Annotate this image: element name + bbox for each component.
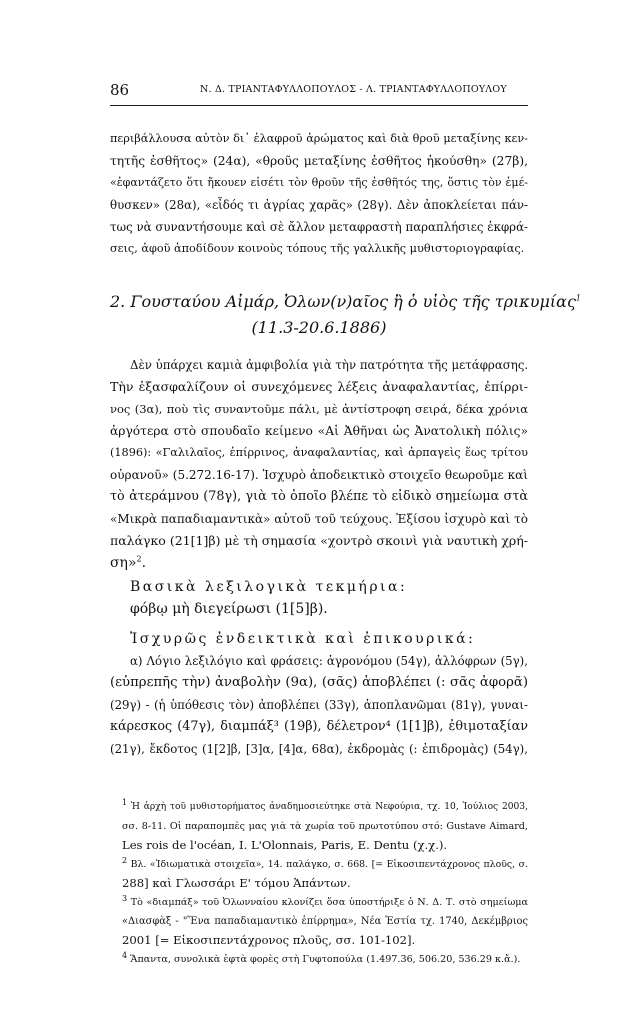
footnote-number: 4 <box>122 950 128 960</box>
text-line: τὸ ἀτεράμνου (78γ), γιὰ τὸ ὁποῖο βλέπε τὸ εἰδικὸ σημείωμα στὰ <box>110 489 528 504</box>
text-line: νος (3α), ποὺ τὶς συναντοῦμε πάλι, μὲ ἀντίστροφη σειρά, δέκα χρόνια <box>110 402 528 416</box>
text-line: α) Λόγιο λεξιλόγιο καὶ φράσεις: ἀγρονόμου (54γ), ἀλλόφρων (5γ), <box>130 654 528 668</box>
footnote-line: 288] καὶ Γλωσσάρι Ε' τόμου Ἁπάντων. <box>122 876 351 890</box>
footnote-text: Ἅπαντα, συνολικὰ ἑφτὰ φορὲς στὴ Γυφτοπούλα (1.497.36, 506.20, 536.29 κ.ἄ.). <box>130 954 521 965</box>
text-line: τως νὰ συναντήσουμε καὶ σὲ ἄλλον μεταφραστὴ παραπλήσιες ἐκφρά- <box>110 220 528 234</box>
text-line <box>110 552 528 574</box>
text-fragment: ση» <box>110 555 137 571</box>
footnote <box>110 798 528 855</box>
text-line: (21γ), ἔκδοτος (1[2]β, [3]α, [4]α, 68α), ἐκδρομὰς (: ἐπιδρομὰς) (54γ), <box>110 742 528 756</box>
text-line: «ἐφαντάζετο ὅτι ἤκουεν εἰσέτι τὸν θροῦν τῆς ἐσθῆτός της, ὅστις τὸν ἐμέ- <box>110 176 528 189</box>
strong-evidence <box>110 628 528 760</box>
strong-evidence-heading: Ἰσχυρῶς ἐνδεικτικὰ καὶ ἐπικουρικά: <box>130 631 476 647</box>
footnote-ref: 1 <box>575 293 582 303</box>
text-line: Δὲν ὑπάρχει καμιὰ ἀμφιβολία γιὰ τὴν πατρότητα τῆς μετάφρασης. <box>130 358 528 372</box>
footnote <box>110 893 528 950</box>
footnote-line <box>110 855 528 874</box>
footnote-number: 3 <box>122 893 128 903</box>
section-title <box>110 290 582 314</box>
footnote-line: σσ. 8-11. Οἱ παραπομπὲς μας γιὰ τὰ χωρία τοῦ πρωτοτύπου στό: Gustave Aimard, <box>122 821 528 832</box>
text-line: (εὐπρεπῆς τὴν) ἀναβολὴν (9α), (σᾶς) ἀποβλέπει (: σᾶς ἀφορᾶ) <box>110 675 528 690</box>
paragraph-1 <box>110 128 528 260</box>
running-head: Ν. Δ. ΤΡΙΑΝΤΑΦΥΛΛΟΠΟΥΛΟΣ - Λ. ΤΡΙΑΝΤΑΦΥΛΛΟΠΟΥΛΟΥ <box>200 84 507 95</box>
text-line: τητῆς ἐσθῆτος» (24α), «θροῦς μεταξίνης ἐσθῆτος ἠκούσθη» (27β), <box>110 154 528 168</box>
footnote-text: Βλ. «Ἰδιωματικὰ στοιχεῖα», 14. παλάγκο, σ. 668. [= Εἰκοσιπεντάχρονος πλοῦς, σ. <box>130 859 528 870</box>
basic-evidence-item: φόβῳ μὴ διεγείρωσι (1[5]β). <box>130 601 328 617</box>
text-line: θυσκεν» (28α), «εἶδός τι ἀγρίας χαρᾶς» (28γ). Δὲν ἀποκλείεται πάν- <box>110 198 528 212</box>
running-header <box>110 81 528 106</box>
footnote-number: 1 <box>122 798 128 807</box>
footnote-text: Τὸ «διαμπάξ» τοῦ Ὀλωνναίου κλονίζει ὅσα ὑποστήριξε ὁ Ν. Δ. Τ. στὸ σημείωμα <box>130 897 528 908</box>
text-line: Τὴν ἐξασφαλίζουν οἱ συνεχόμενες λέξεις ἀναφαλαντίας, ἐπίρρι- <box>110 379 528 394</box>
section-dates: (11.3-20.6.1886) <box>251 318 387 337</box>
basic-evidence-heading: Βασικὰ λεξιλογικὰ τεκμήρια: <box>130 579 408 595</box>
footnotes <box>110 798 528 969</box>
text-line: οὐρανοῦ» (5.272.16-17). Ἰσχυρὸ ἀποδεικτικὸ στοιχεῖο θεωροῦμε καὶ <box>110 468 528 482</box>
footnote <box>110 855 528 893</box>
text-line: (1896): «Γαλιλαῖος, ἐπίρρινος, ἀναφαλαντίας, καὶ ἀρπαγεὶς ἕως τρίτου <box>110 446 528 459</box>
footnote-ref: 2 <box>136 554 142 564</box>
text-line: κάρεσκος (47γ), διαμπάξ³ (19β), δέλετρον⁴ (1[1]β), ἐθιμοταξίαν <box>110 719 528 734</box>
footnote-text: Ἡ ἀρχὴ τοῦ μυθιστορήματος ἀναδημοσιεύτηκε στὰ Νεφούρια, τχ. 10, Ἰούλιος 2003, <box>130 802 528 812</box>
footnote <box>110 950 528 969</box>
text-line: (29γ) - (ἡ ὑπόθεσις τὸν) ἀποβλέπει (33γ), ἀποπλανῶμαι (81γ), γυναι- <box>110 698 528 712</box>
paragraph-2 <box>110 354 528 574</box>
text-line: περιβάλλουσα αὐτὸν δι᾽ ἐλαφροῦ ἀρώματος καὶ διὰ θροῦ μεταξίνης κεν- <box>110 132 528 145</box>
footnote-number: 2 <box>122 855 128 865</box>
footnote-line: Les rois de l'océan, I. L'Olonnais, Paris, E. Dentu (χ.χ.). <box>122 838 448 852</box>
footnote-line <box>110 950 528 969</box>
text-line: ἀργότερα στὸ σπουδαῖο κείμενο «Αἱ Ἀθῆναι ὡς Ἀνατολικὴ πόλις» <box>110 424 528 438</box>
text-line: παλάγκο (21[1]β) μὲ τὴ σημασία «χοντρὸ σκοινὶ γιὰ ναυτικὴ χρή- <box>110 533 528 548</box>
basic-evidence <box>110 576 528 620</box>
text-fragment: . <box>141 555 147 571</box>
text-line: «Μικρὰ παπαδιαμαντικὰ» αὐτοῦ τοῦ τεύχους. Ἐξίσου ἰσχυρὸ καὶ τὸ <box>110 512 528 526</box>
footnote-line <box>110 798 528 817</box>
footnote-line: «Διασφὰξ - "Ἕνα παπαδιαμαντικὸ ἐπίρρημα», Νέα Ἑστία τχ. 1740, Δεκέμβριος <box>122 916 528 927</box>
text-line: σεις, ἀφοῦ ἀποδίδουν κοινοὺς τόπους τῆς γαλλικῆς μυθιστοριογραφίας. <box>110 242 525 255</box>
footnote-line: 2001 [= Εἰκοσιπεντάχρονος πλοῦς, σσ. 101-102]. <box>122 933 416 947</box>
page-number: 86 <box>110 81 130 99</box>
section-title-text: 2. Γουσταύου Αἰμάρ, Ὀλων(ν)αῖος ἢ ὁ υἱὸς τῆς τρικυμίας <box>110 292 576 311</box>
footnote-line <box>110 893 528 912</box>
